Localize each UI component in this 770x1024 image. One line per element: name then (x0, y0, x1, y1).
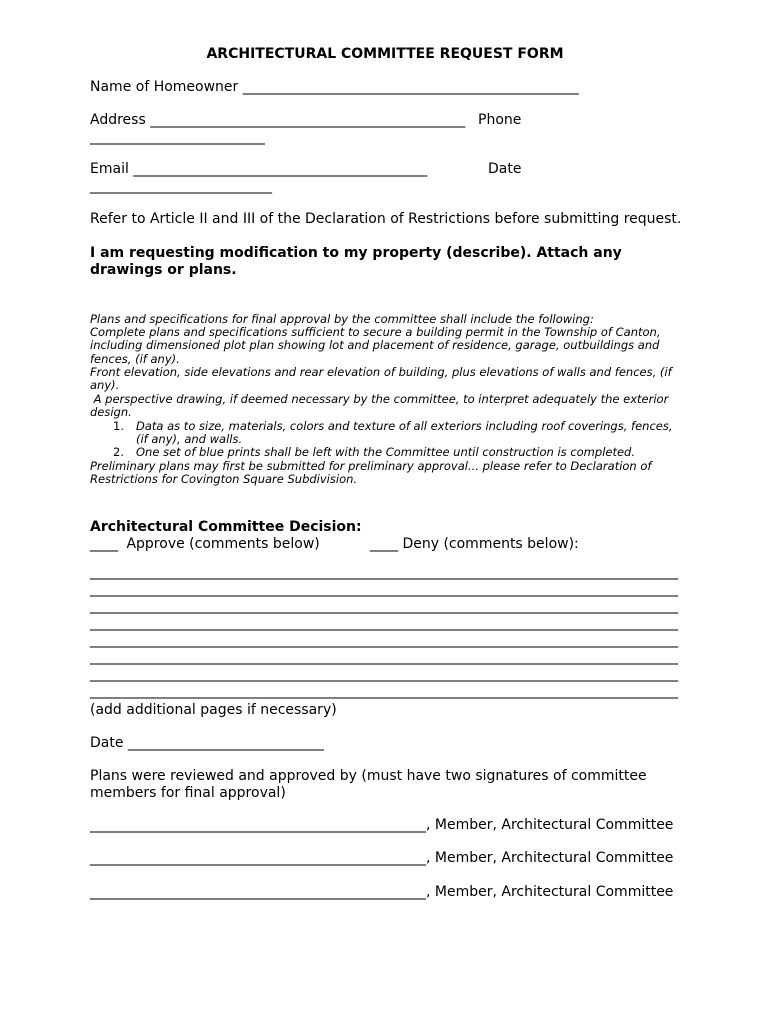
homeowner-label: Name of Homeowner (90, 79, 239, 95)
comment-line: ____________________________________________________________________________________ (90, 564, 678, 580)
signature-blank: ________________________________________________ (90, 817, 426, 833)
numbered-item-line: (if any), and walls. (136, 432, 243, 447)
submission-requirements (90, 313, 673, 487)
signature-line-3 (90, 884, 673, 901)
item-number: 2. (113, 445, 124, 460)
requirement-line: A perspective drawing, if deemed necessary by the committee, to interpret adequately the exterior (90, 391, 669, 406)
numbered-item-2 (90, 446, 673, 459)
approve-blank: ____ (90, 536, 118, 552)
comment-line: ____________________________________________________________________________________ (90, 615, 678, 631)
requirement-line: design. (90, 405, 132, 420)
comment-line: ____________________________________________________________________________________ (90, 666, 678, 682)
deny-label: Deny (comments below): (402, 536, 579, 552)
deny-option (370, 536, 579, 553)
item-number: 1. (113, 418, 124, 433)
requirement-line: Front elevation, side elevations and rear elevation of building, plus elevations of walls and fences, (if (90, 365, 672, 380)
approval-note-line: members for final approval) (90, 785, 286, 801)
signature-role: , Member, Architectural Committee (426, 817, 674, 833)
signature-line-1 (90, 817, 673, 834)
phone-blank: _________________________ (90, 129, 265, 145)
homeowner-field (90, 79, 579, 96)
phone-blank-row (90, 129, 710, 146)
requirements-intro: Plans and specifications for final approval by the committee shall include the following: (90, 311, 594, 326)
deny-blank: ____ (370, 536, 398, 552)
approve-label: Approve (comments below) (126, 536, 320, 552)
requirement-line: Complete plans and specifications sufficient to secure a building permit in the Township of Canton, (90, 324, 661, 339)
approval-note-line: Plans were reviewed and approved by (must have two signatures of committee (90, 768, 647, 784)
review-date-blank: ____________________________ (127, 735, 324, 751)
comment-line: ____________________________________________________________________________________ (90, 683, 678, 699)
email-row (90, 161, 710, 178)
signature-role: , Member, Architectural Committee (426, 850, 674, 866)
numbered-item-1 (90, 420, 673, 447)
additional-pages-note: (add additional pages if necessary) (90, 702, 337, 718)
request-heading (90, 245, 622, 279)
review-date-field (90, 735, 324, 752)
homeowner-blank: ________________________________________________ (242, 79, 579, 95)
decision-heading: Architectural Committee Decision: (90, 519, 362, 535)
requirements-closing-line: Preliminary plans may first be submitted for preliminary approval... please refer to Declaration of (90, 458, 652, 473)
address-label: Address (90, 112, 146, 128)
signature-blank: ________________________________________________ (90, 884, 426, 900)
address-row (90, 112, 710, 129)
requirement-line: including dimensioned plot plan showing lot and placement of residence, garage, outbuildings and (90, 338, 660, 353)
comment-line: ____________________________________________________________________________________ (90, 581, 678, 597)
approval-note (90, 768, 647, 802)
review-date-label: Date (90, 735, 124, 751)
email-date-field (90, 161, 710, 195)
comment-line: ____________________________________________________________________________________ (90, 649, 678, 665)
decision-choices (90, 536, 710, 553)
comment-line: ____________________________________________________________________________________ (90, 632, 678, 648)
numbered-item-line: One set of blue prints shall be left with the Committee until construction is completed. (136, 445, 635, 460)
request-date-label: Date (488, 161, 522, 177)
requirement-line: any). (90, 378, 120, 393)
signature-blank: ________________________________________________ (90, 850, 426, 866)
requirement-line: fences, (if any). (90, 351, 180, 366)
signature-line-2 (90, 850, 673, 867)
address-blank: _____________________________________________ (150, 112, 466, 128)
signature-role: , Member, Architectural Committee (426, 884, 674, 900)
phone-label: Phone (478, 112, 522, 128)
form-title: ARCHITECTURAL COMMITTEE REQUEST FORM (206, 46, 564, 62)
request-date-blank-row (90, 178, 710, 195)
comment-lines (90, 564, 678, 700)
comment-line: ____________________________________________________________________________________ (90, 598, 678, 614)
requirements-closing-line: Restrictions for Covington Square Subdivision. (90, 472, 358, 487)
email-blank: __________________________________________ (133, 161, 428, 177)
email-label: Email (90, 161, 129, 177)
request-heading-line: drawings or plans. (90, 262, 237, 278)
refer-note: Refer to Article II and III of the Declaration of Restrictions before submitting request. (90, 211, 682, 227)
address-phone-field (90, 112, 710, 146)
request-date-blank: __________________________ (90, 178, 272, 194)
request-heading-line: I am requesting modification to my property (describe). Attach any (90, 245, 622, 261)
numbered-item-line: Data as to size, materials, colors and texture of all exteriors including roof coverings, fences, (136, 418, 673, 433)
